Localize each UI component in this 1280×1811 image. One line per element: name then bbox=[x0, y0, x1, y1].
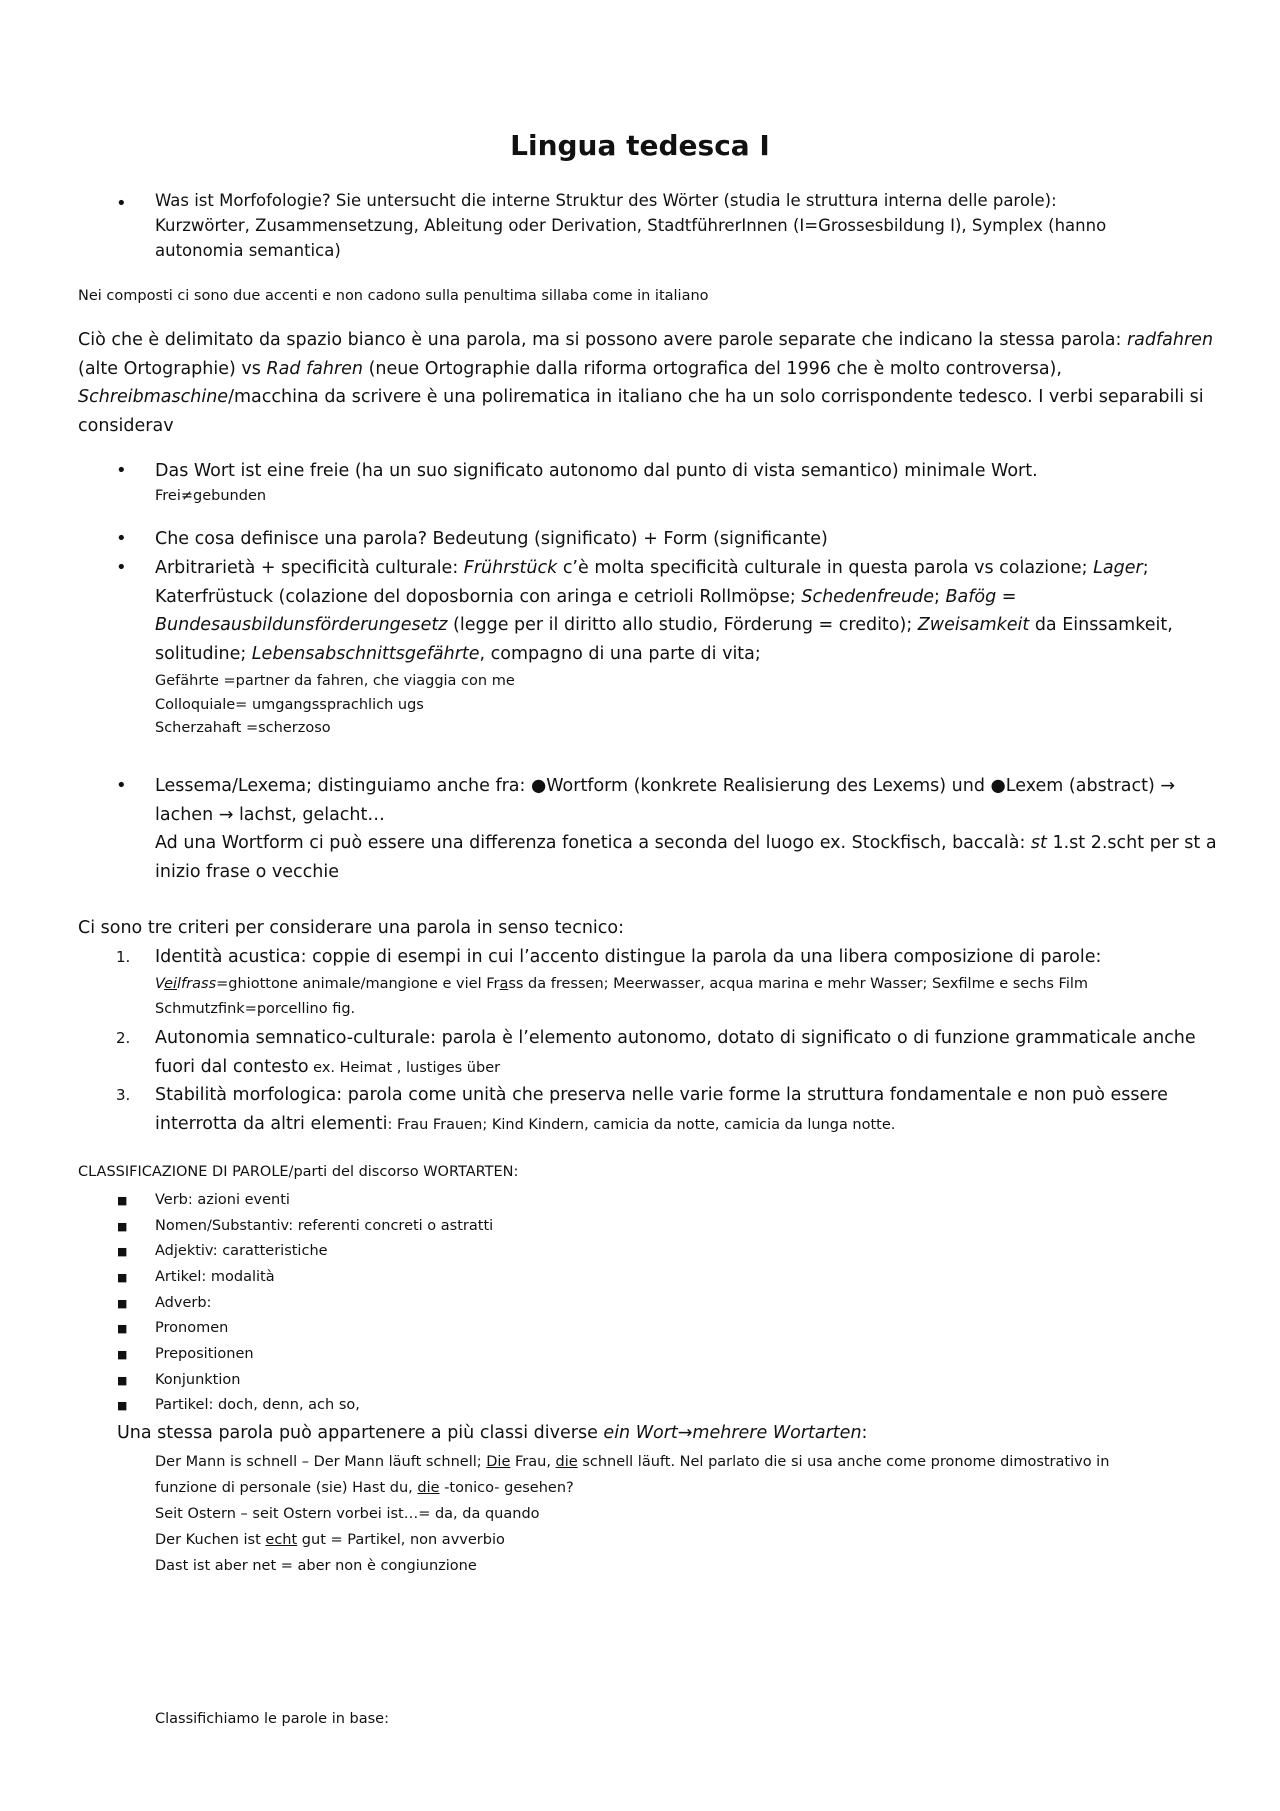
class-item: Nomen/Substantiv: referenti concreti o astratti bbox=[155, 1218, 494, 1234]
class-item: Adjektiv: caratteristiche bbox=[155, 1243, 328, 1259]
square-bullet-icon: ■ bbox=[117, 1220, 128, 1233]
paragraph-parola: Ciò che è delimitato da spazio bianco è una parola, ma si possono avere parole separate che indicano la stessa parola: radfahren (alte Ortographie) vs Rad fahren (neue Ortographie dalla riforma ortografica del 1996 che è molto controversa), Schreibmaschine/macchina da scrivere è una polirematica in italiano che ha un solo corrispondente tedesco. I verbi separabili si considerav bbox=[78, 330, 1214, 436]
criterion-stabilita: Stabilità morfologica: parola come unità che preserva nelle varie forme la struttura fondamentale e non può essere interrotta da altri elementi: Frau Frauen; Kind Kindern, camicia da notte, camicia da lunga notte. bbox=[155, 1085, 1168, 1134]
list-number: 2. bbox=[116, 1029, 131, 1047]
closing-line: Classifichiamo le parole in base: bbox=[155, 1711, 389, 1727]
class-item: Adverb: bbox=[155, 1295, 212, 1311]
multiclass-examples: Der Mann is schnell – Der Mann läuft schnell; Die Frau, die schnell läuft. Nel parlato die si usa anche come pronome dimostrativo in funzione di personale (sie) Hast du, die -tonico- gesehen? Seit Ostern – seit Ostern vorbei ist…= da, da quando Der Kuchen ist echt gut = Partikel, non avverbio Dast ist aber net = aber non è congiunzione bbox=[155, 1454, 1110, 1574]
bullet-icon: • bbox=[116, 193, 127, 214]
criteria-intro: Ci sono tre criteri per considerare una parola in senso tecnico: bbox=[78, 918, 624, 938]
class-item: Prepositionen bbox=[155, 1346, 254, 1362]
bullet-icon: • bbox=[116, 775, 127, 796]
classification-title: CLASSIFICAZIONE DI PAROLE/parti del discorso WORTARTEN: bbox=[78, 1164, 519, 1180]
class-item: Konjunktion bbox=[155, 1372, 241, 1388]
bullet-icon: • bbox=[116, 557, 127, 578]
bullet-lessema: Lessema/Lexema; distinguiamo anche fra: ●Wortform (konkrete Realisierung des Lexems) und ●Lexem (abstract) → lachen → lachst, gelacht… Ad una Wortform ci può essere una differenza fonetica a seconda del luogo ex. Stockfisch, baccalà: st 1.st 2.scht per st a inizio frase o vecchie bbox=[155, 776, 1217, 882]
list-number: 1. bbox=[116, 948, 131, 966]
class-item: Pronomen bbox=[155, 1320, 229, 1336]
bullet-das-wort: Das Wort ist eine freie (ha un suo significato autonomo dal punto di vista semantico) minimale Wort. Frei≠gebunden bbox=[155, 461, 1038, 504]
bullet-icon: • bbox=[116, 460, 127, 481]
note-composti: Nei composti ci sono due accenti e non cadono sulla penultima sillaba come in italiano bbox=[78, 288, 709, 304]
criterion-identita-acustica: Identità acustica: coppie di esempi in cui l’accento distingue la parola da una libera composizione di parole: Veilfrass=ghiottone animale/mangione e viel Frass da fressen; Meerwasser, acqua marina e mehr Wasser; Sexfilme e sechs Film Schmutzfink=porcellino fig. bbox=[155, 947, 1102, 1017]
list-number: 3. bbox=[116, 1086, 131, 1104]
square-bullet-icon: ■ bbox=[117, 1271, 128, 1284]
square-bullet-icon: ■ bbox=[117, 1245, 128, 1258]
square-bullet-icon: ■ bbox=[117, 1194, 128, 1207]
square-bullet-icon: ■ bbox=[117, 1374, 128, 1387]
square-bullet-icon: ■ bbox=[117, 1399, 128, 1412]
class-item: Partikel: doch, denn, ach so, bbox=[155, 1397, 360, 1413]
square-bullet-icon: ■ bbox=[117, 1322, 128, 1335]
multiclass-intro: Una stessa parola può appartenere a più classi diverse ein Wort→mehrere Wortarten: bbox=[117, 1423, 868, 1443]
bullet-definizione: Che cosa definisce una parola? Bedeutung (significato) + Form (significante) bbox=[155, 529, 828, 549]
page-title: Lingua tedesca I bbox=[510, 129, 770, 162]
bullet-arbitrarieta: Arbitrarietà + specificità culturale: Frührstück c’è molta specificità culturale in questa parola vs colazione; Lager; Katerfrüstuck (colazione del doposbornia con aringa e cetrioli Rollmöpse; Schedenfreude; Bafög = Bundesausbildunsförderungesetz (legge per il diritto allo studio, Förderung = credito); Zweisamkeit da Einssamkeit, solitudine; Lebensabschnittsgefährte, compagno di una parte di vita; Gefährte =partner da fahren, che viaggia con me Colloquiale= umgangssprachlich ugs Scherzahaft =scherzoso bbox=[155, 558, 1173, 736]
bullet-icon: • bbox=[116, 528, 127, 549]
square-bullet-icon: ■ bbox=[117, 1297, 128, 1310]
bullet-morfologie: Was ist Morfofologie? Sie untersucht die interne Struktur des Wörter (studia le struttura interna delle parole): Kurzwörter, Zusammensetzung, Ableitung oder Derivation, StadtführerInnen (I=Grossesbildung I), Symplex (hanno autonomia semantica) bbox=[155, 191, 1107, 260]
square-bullet-icon: ■ bbox=[117, 1348, 128, 1361]
criterion-autonomia: Autonomia semnatico-culturale: parola è l’elemento autonomo, dotato di significato o di funzione grammaticale anche fuori dal contesto ex. Heimat , lustiges über bbox=[155, 1028, 1196, 1077]
class-item: Verb: azioni eventi bbox=[155, 1192, 290, 1208]
class-item: Artikel: modalità bbox=[155, 1269, 275, 1285]
